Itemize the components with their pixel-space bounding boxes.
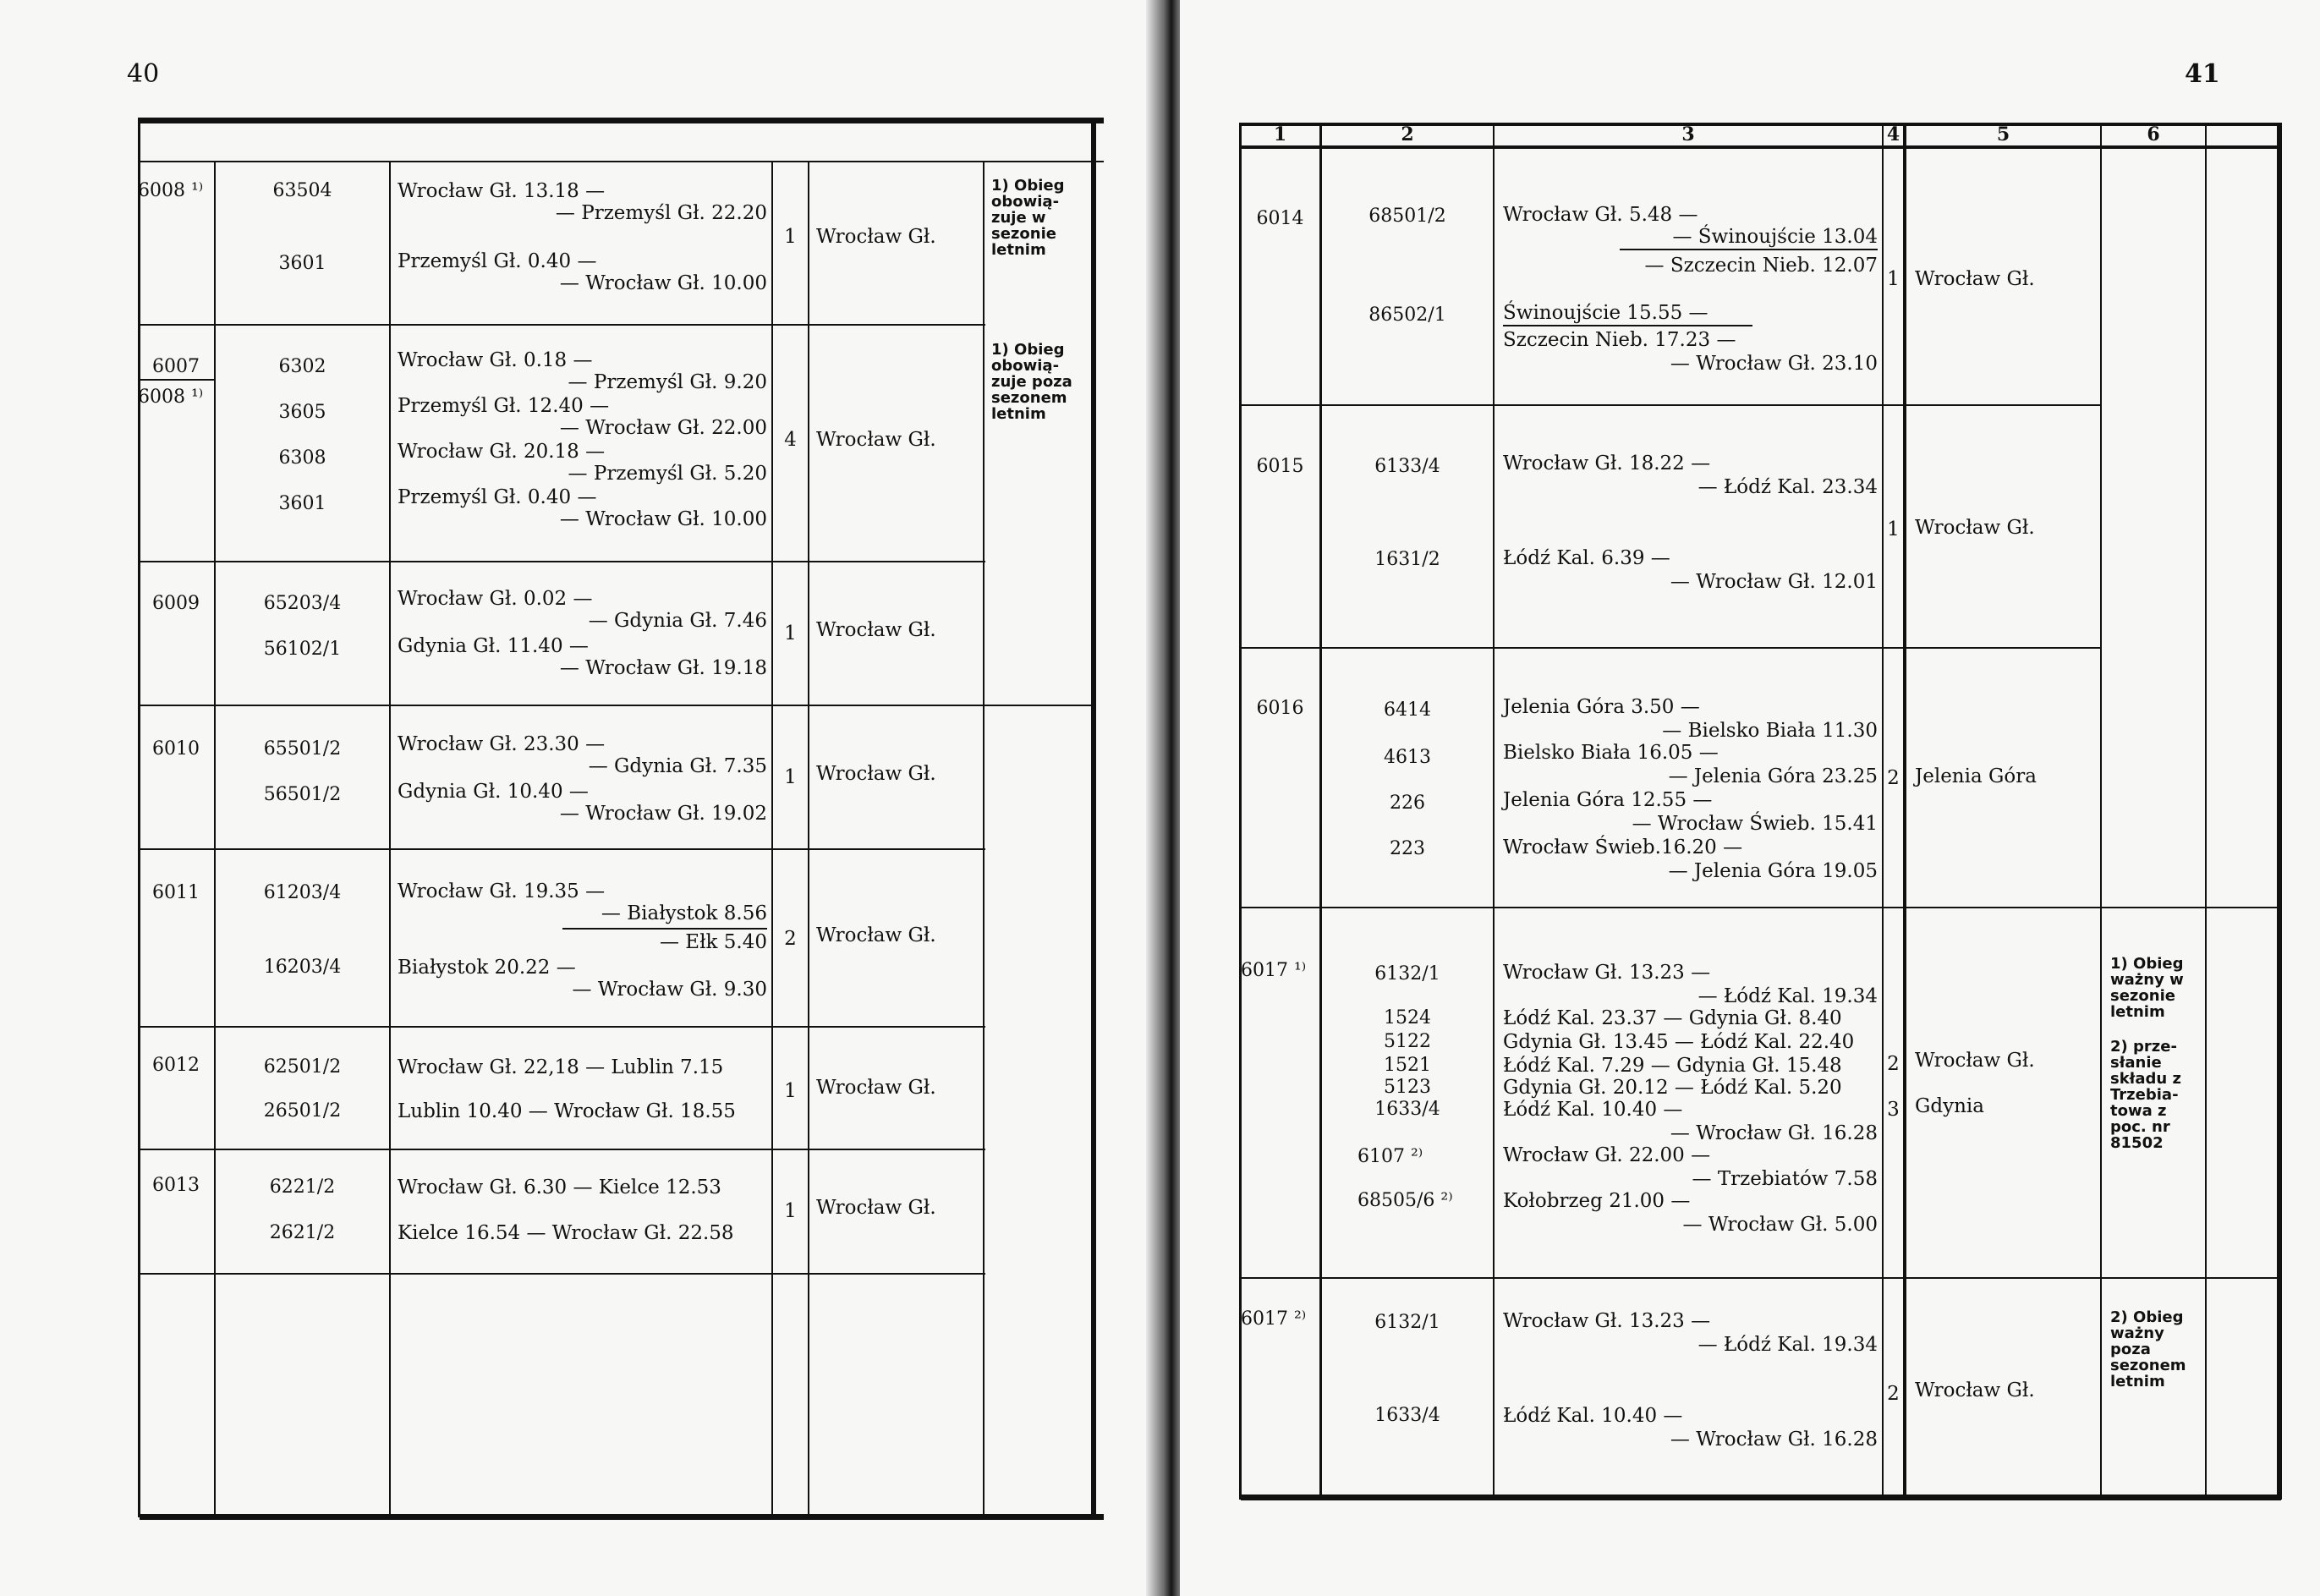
table-header-rule: [1241, 145, 2281, 149]
footnote: 1) Obieg ważny w sezonie letnim: [2110, 955, 2184, 1021]
train-set-id: 6007: [152, 356, 200, 377]
footnote: 1) Obieg obowią- zuje poza sezonem letnim: [991, 341, 1072, 423]
column-header: 1: [1273, 123, 1287, 145]
footnote: 2) prze- słanie składu z Trzebia- towa z poc. nr 81502: [2110, 1038, 2181, 1152]
footnote: 2) Obieg ważny poza sezonem letnim: [2110, 1308, 2186, 1390]
table-bottom-rule: [1241, 1495, 2281, 1500]
train-set-id: 6010: [152, 738, 200, 760]
train-set-id: 6009: [152, 593, 200, 614]
column-header: 3: [1681, 123, 1695, 145]
column-header: 4: [1886, 123, 1900, 145]
column-header: 6: [2147, 123, 2160, 145]
train-set-id: 6008 ¹⁾: [138, 180, 204, 201]
table-header-rule: [140, 161, 1104, 162]
column-header: 5: [1996, 123, 2010, 145]
train-set-id: 6017 ¹⁾: [1241, 960, 1307, 981]
page-number-left: 40: [127, 59, 160, 89]
train-set-id: 6014: [1256, 208, 1304, 229]
train-set-id: 6013: [152, 1175, 200, 1196]
train-set-id: 6012: [152, 1055, 200, 1076]
left-page: 40 6008 ¹⁾ 63504 3601 Wrocław Gł. 13.18 — — Przemyśl Gł. 22.20 Przemyśl Gł. 0.40 — — Wrocław Gł. 10.00 1 Wrocław Gł. 1) Obieg obowią- zuje w sezonie letnim 6007 6008 ¹⁾ 6302 3605 6308 3601 Wrocław Gł. 0.18 — — Przemyśl Gł. 9.20 Przemyśl Gł. 12.40 — — Wrocław Gł. 22.00 Wrocław Gł. 20.18 — — Przemyśl Gł. 5.20 Przemyśl Gł. 0.40 — — Wrocław Gł. 10.00 4 Wrocław Gł. 1) Obieg obowią- zuje poza sezonem letnim 6009 65203/4 56102/1 Wrocław Gł. 0.02 — — Gdynia Gł. 7.46 Gdynia Gł. 11.40 — — Wrocław Gł. 19.18 1 Wrocław Gł. 6010 65501/2 56501/2 Wrocław Gł. 23.30 — — Gdynia Gł. 7.35 Gdynia Gł. 10.40 — — Wrocław Gł. 19.02 1 Wrocław Gł. 6011 61203/4 16203/4 Wrocław Gł. 19.35 — — Białystok 8.56 — Ełk 5.40 Białystok 20.22 — — Wrocław Gł. 9.30 2 Wrocław Gł. 6012 62501/2 26501/2 Wrocław Gł. 22,18 — Lublin 7.15 Lublin 10.40 — Wrocław Gł. 18.55 1 Wrocław Gł. 6013 6221/2 2621/2 Wrocław Gł. 6.30 — Kielce 12.53 Kielce 16.54 — Wrocław Gł. 22.58 1 Wrocław Gł.: [0, 0, 1159, 1596]
train-set-id: 6008 ¹⁾: [138, 387, 204, 408]
table-top-rule: [140, 118, 1104, 123]
train-set-id: 6011: [152, 882, 200, 903]
footnote: 1) Obieg obowią- zuje w sezonie letnim: [991, 177, 1065, 259]
train-set-id: 6016: [1256, 698, 1304, 719]
page-number-right: 41: [2185, 59, 2220, 89]
train-set-id: 6015: [1256, 456, 1304, 477]
table-bottom-rule: [140, 1514, 1104, 1520]
column-header: 2: [1401, 123, 1414, 145]
right-page: 41 1 2 3 4 5 6 6014 68501/2 86502/1 Wrocław Gł. 5.48 — — Świnoujście 13.04 — Szczecin Nieb. 12.07 Świnoujście 15.55 — Szczecin Nieb. 17.23 — — Wrocław Gł. 23.10 1 Wrocław Gł. 6015 6133/4 1631/2 Wrocław Gł. 18.22 — — Łódź Kal. 23.34 Łódź Kal. 6.39 — — Wrocław Gł. 12.01 1 Wrocław Gł. 6016 6414 4613 226 223 Jelenia Góra 3.50 — — Bielsko Biała 11.30 Bielsko Biała 16.05 — — Jelenia Góra 23.25 Jelenia Góra 12.55 — — Wrocław Świeb. 15.41 Wrocław Świeb.16.20 — — Jelenia Góra 19.05 2 Jelenia Góra 6017 ¹⁾ 6132/1 1524 5122 1521 5123 1633/4 6107 ²⁾ 68505/6 ²⁾ Wrocław Gł. 13.23 — — Łódź Kal. 19.34 Łódź Kal. 23.37 — Gdynia Gł. 8.40 Gdynia Gł. 13.45 — Łódź Kal. 22.40 Łódź Kal. 7.29 — Gdynia Gł. 15.48 Gdynia Gł. 20.12 — Łódź Kal. 5.20 Łódź Kal. 10.40 — — Wrocław Gł. 16.28 Wrocław Gł. 22.00 — — Trzebiatów 7.58 Kołobrzeg 21.00 — — Wrocław Gł. 5.00 2 3 Wrocław Gł. Gdynia 1) Obieg ważny w sezonie letnim 2) prze- słanie składu z Trzebia- towa z poc. nr 81502 6017 ²⁾ 6132/1 1633/4 Wrocław Gł. 13.23 — — Łódź Kal. 19.34 Łódź Kal. 10.40 — — Wrocław Gł. 16.28 2 Wrocław Gł. 2) Obieg ważny poza sezonem letnim: [1180, 0, 2320, 1596]
train-set-id: 6017 ²⁾: [1241, 1308, 1307, 1330]
